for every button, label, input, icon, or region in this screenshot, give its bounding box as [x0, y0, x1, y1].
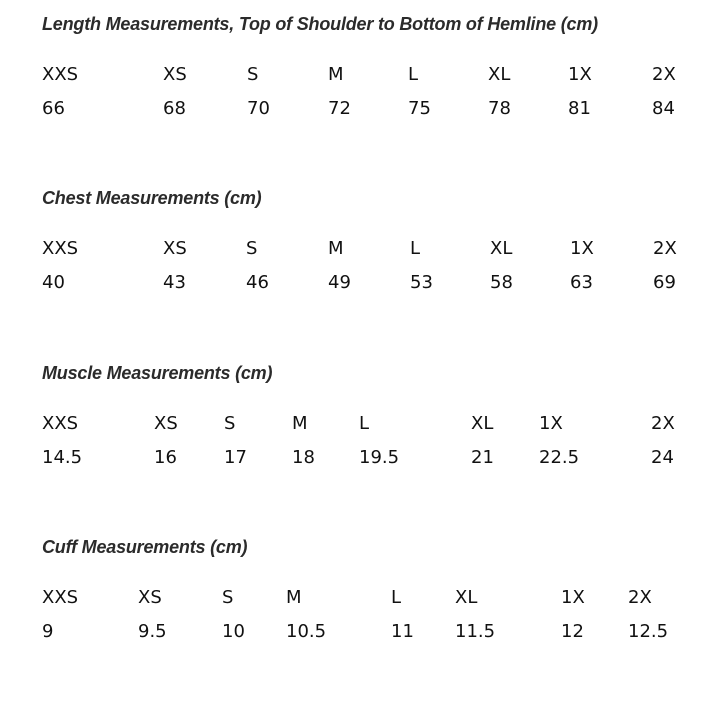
chest-section-title: Chest Measurements (cm) — [42, 188, 262, 208]
size-label-m: M — [328, 64, 344, 85]
length-value-s: 70 — [247, 98, 270, 119]
size-label-s: S — [224, 413, 236, 434]
size-label-1x: 1X — [568, 64, 592, 85]
muscle-value-xxs: 14.5 — [42, 447, 83, 468]
cuff-value-1x: 12 — [561, 621, 584, 642]
chest-value-xxs: 40 — [42, 272, 65, 293]
size-label-xs: XS — [163, 238, 187, 259]
size-label-l: L — [359, 413, 370, 434]
muscle-value-m: 18 — [292, 447, 315, 468]
length-value-1x: 81 — [568, 98, 591, 119]
size-label-xs: XS — [154, 413, 178, 434]
muscle-value-xl: 21 — [471, 447, 494, 468]
chest-value-xl: 58 — [490, 272, 513, 293]
chest-value-l: 53 — [410, 272, 433, 293]
cuff-value-l: 11 — [391, 621, 414, 642]
size-label-m: M — [292, 413, 308, 434]
cuff-value-m: 10.5 — [286, 621, 327, 642]
chest-value-m: 49 — [328, 272, 351, 293]
length-section-title: Length Measurements, Top of Shoulder to Bottom of Hemline (cm) — [42, 14, 598, 34]
cuff-value-s: 10 — [222, 621, 245, 642]
chest-value-1x: 63 — [570, 272, 593, 293]
size-label-l: L — [391, 587, 402, 608]
muscle-value-xs: 16 — [154, 447, 177, 468]
size-label-xs: XS — [163, 64, 187, 85]
size-label-2x: 2X — [652, 64, 676, 85]
size-label-s: S — [247, 64, 259, 85]
length-value-xxs: 66 — [42, 98, 65, 119]
length-size-row — [0, 63, 720, 87]
length-value-2x: 84 — [652, 98, 675, 119]
size-label-xs: XS — [138, 587, 162, 608]
length-value-xs: 68 — [163, 98, 186, 119]
length-value-row — [0, 97, 720, 121]
cuff-value-xxs: 9 — [42, 621, 54, 642]
size-label-1x: 1X — [539, 413, 563, 434]
size-label-m: M — [286, 587, 302, 608]
cuff-value-xs: 9.5 — [138, 621, 167, 642]
size-label-1x: 1X — [561, 587, 585, 608]
size-label-xxs: XXS — [42, 413, 79, 434]
size-label-s: S — [246, 238, 258, 259]
size-label-2x: 2X — [653, 238, 677, 259]
chest-value-s: 46 — [246, 272, 269, 293]
muscle-value-l: 19.5 — [359, 447, 400, 468]
cuff-value-2x: 12.5 — [628, 621, 669, 642]
size-label-1x: 1X — [570, 238, 594, 259]
muscle-size-row — [0, 412, 720, 436]
length-value-xl: 78 — [488, 98, 511, 119]
chest-value-2x: 69 — [653, 272, 676, 293]
length-value-m: 72 — [328, 98, 351, 119]
size-label-l: L — [408, 64, 419, 85]
size-label-xxs: XXS — [42, 238, 79, 259]
cuff-size-row — [0, 586, 720, 610]
muscle-section-title: Muscle Measurements (cm) — [42, 363, 273, 383]
cuff-section-title: Cuff Measurements (cm) — [42, 537, 248, 557]
size-label-xl: XL — [455, 587, 478, 608]
muscle-value-row — [0, 446, 720, 470]
size-label-l: L — [410, 238, 421, 259]
chest-size-row — [0, 237, 720, 261]
size-label-xl: XL — [471, 413, 494, 434]
size-label-m: M — [328, 238, 344, 259]
size-label-xxs: XXS — [42, 587, 79, 608]
size-label-xl: XL — [490, 238, 513, 259]
chest-value-row — [0, 271, 720, 295]
size-label-2x: 2X — [628, 587, 652, 608]
cuff-value-xl: 11.5 — [455, 621, 496, 642]
chest-value-xs: 43 — [163, 272, 186, 293]
muscle-value-1x: 22.5 — [539, 447, 580, 468]
size-label-xxs: XXS — [42, 64, 79, 85]
muscle-value-s: 17 — [224, 447, 247, 468]
cuff-value-row — [0, 620, 720, 644]
size-label-2x: 2X — [651, 413, 675, 434]
muscle-value-2x: 24 — [651, 447, 674, 468]
size-label-s: S — [222, 587, 234, 608]
length-value-l: 75 — [408, 98, 431, 119]
size-label-xl: XL — [488, 64, 511, 85]
